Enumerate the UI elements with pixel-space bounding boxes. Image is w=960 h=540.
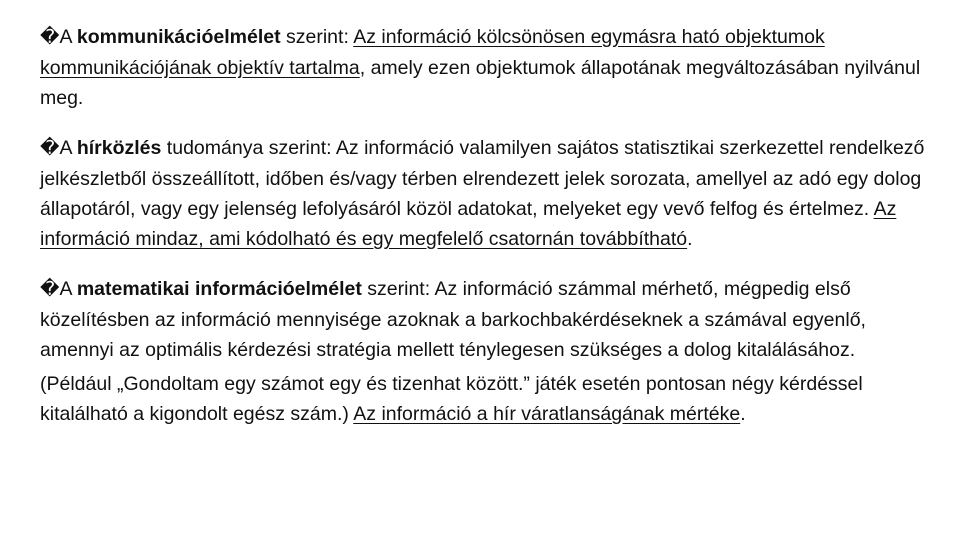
para-mid: szerint: xyxy=(280,26,354,48)
bullet-icon: � xyxy=(40,138,60,159)
underlined-definition: Az információ kölcsönösen egymásra ható objektumok kommunikációjának objektív tartalma xyxy=(40,26,825,79)
term-kommunikacioelmelet: kommunikációelmélet xyxy=(76,26,281,48)
underlined-definition: Az információ a hír váratlanságának mértéke xyxy=(353,403,741,425)
term-matematikai-informacioelmelet: matematikai információelmélet xyxy=(76,278,362,300)
para-tail: , amely ezen objektumok állapotának megváltozásában nyilvánul meg. xyxy=(40,57,921,109)
para-lead: A xyxy=(59,26,77,48)
paragraph-telecommunication xyxy=(40,133,940,254)
example-text: (Például „Gondoltam egy számot egy és tizenhat között.” játék esetén pontosan négy kérdéssel kitalálható a kigondolt egész szám.) xyxy=(40,373,863,425)
example-sentence xyxy=(40,369,940,429)
paragraph-mathematical-information-theory xyxy=(40,274,940,429)
underlined-definition: Az információ mindaz, ami kódolható és egy megfelelő csatornán továbbítható xyxy=(40,198,897,250)
para-mid: tudománya szerint: Az információ valamilyen sajátos statisztikai szerkezettel rendelkező jelkészletből összeállított, időben és/vagy térben elrendezett jelek sorozata, amellyel az adó egy dolog állapotáról, vagy egy jelenség lefolyásáról közöl adatokat, melyeket egy vevő felfog és értelmez. xyxy=(40,137,925,220)
para-tail: . xyxy=(740,403,746,425)
paragraph-communication-theory xyxy=(40,22,940,113)
slide-content xyxy=(40,22,940,429)
bullet-icon: � xyxy=(40,279,60,300)
para-tail: . xyxy=(687,228,693,250)
para-mid: szerint: Az információ számmal mérhető, mégpedig első közelítésben az információ mennyisége azoknak a barkochbakérdéseknek a számával egyenlő, amennyi az optimális kérdezési stratégia mellett ténylegesen szükséges a dolog kitalálásához. xyxy=(40,278,866,361)
para-lead: A xyxy=(59,137,77,159)
bullet-icon: � xyxy=(40,27,60,48)
term-hirkozles: hírközlés xyxy=(76,137,162,159)
para-lead: A xyxy=(59,278,77,300)
